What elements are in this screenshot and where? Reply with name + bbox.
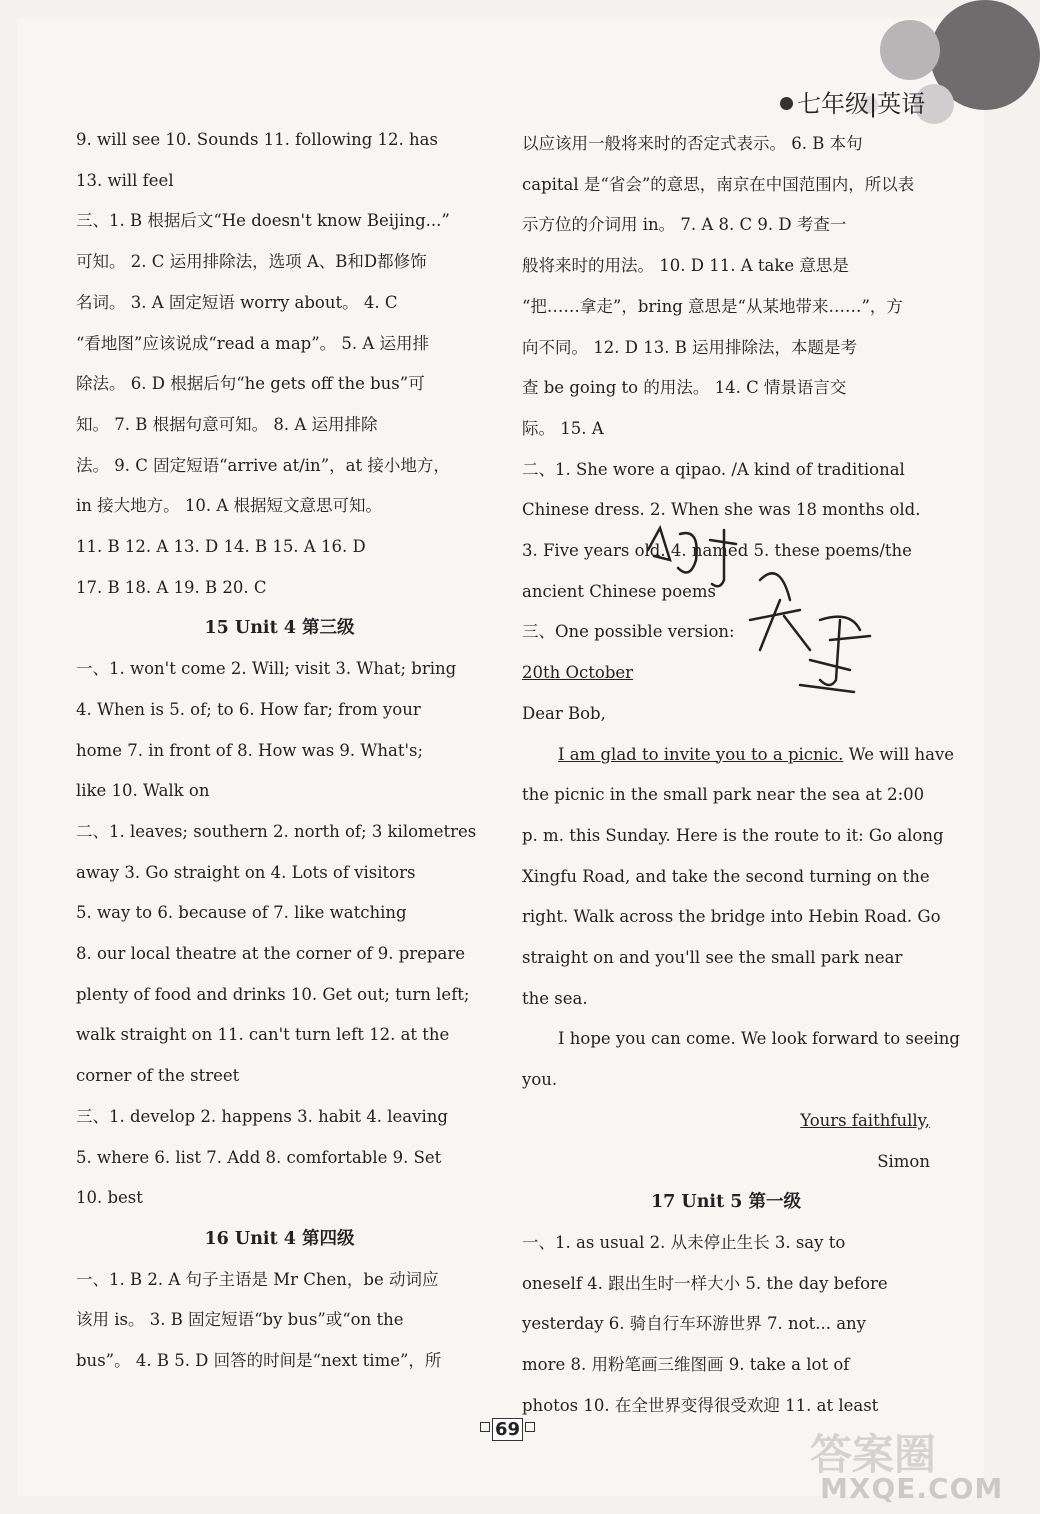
decorative-circle (880, 20, 940, 80)
page-header (780, 84, 925, 119)
letter-line: I hope you can come. We look forward to seeing (558, 1029, 960, 1049)
answer-line: 4. When is 5. of; to 6. How far; from your (76, 699, 421, 719)
letter-line (522, 735, 955, 776)
answer-line: 一、1. won't come 2. Will; visit 3. What; bring (76, 659, 457, 679)
answer-line: away 3. Go straight on 4. Lots of visitors (76, 862, 416, 882)
letter-signature: Simon (877, 1151, 930, 1171)
letter-closing (522, 1101, 930, 1142)
letter-line: Xingfu Road, and take the second turning on the (522, 866, 930, 886)
answer-line: 11. B 12. A 13. D 14. B 15. A 16. D (76, 537, 366, 557)
answer-line: walk straight on 11. can't turn left 12. at the (76, 1025, 450, 1045)
answer-line: “把……拿走”，bring 意思是“从某地带来……”，方 (522, 296, 903, 316)
answer-line: 法。 9. C 固定短语“arrive at/in”，at 接小地方， (76, 455, 450, 475)
right-column (522, 124, 960, 1427)
answer-line: 知。 7. B 根据句意可知。 8. A 运用排除 (76, 414, 378, 434)
handwriting-scribble (640, 520, 880, 700)
answer-line: 一、1. B 2. A 句子主语是 Mr Chen，be 动词应 (76, 1269, 439, 1289)
answer-line: like 10. Walk on (76, 781, 210, 801)
answer-line: capital 是“省会”的意思，南京在中国范围内，所以表 (522, 174, 915, 194)
answer-line: 可知。 2. C 运用排除法，选项 A、B和D都修饰 (76, 252, 427, 272)
square-icon (480, 1422, 490, 1432)
answer-line: 般将来时的用法。 10. D 11. A take 意思是 (522, 256, 849, 276)
answer-line: bus”。 4. B 5. D 回答的时间是“next time”，所 (76, 1351, 442, 1371)
letter-line: you. (522, 1070, 558, 1090)
answer-line: Chinese dress. 2. When she was 18 months old. (522, 500, 921, 520)
answer-line: 17. B 18. A 19. B 20. C (76, 577, 267, 597)
answer-line: oneself 4. 跟出生时一样大小 5. the day before (522, 1273, 888, 1293)
watermark-en: MXQE.COM (820, 1472, 1004, 1505)
letter-greeting: Dear Bob, (522, 703, 606, 723)
answer-line: plenty of food and drinks 10. Get out; turn left; (76, 984, 470, 1004)
answer-line: 际。 15. A (522, 418, 604, 438)
left-column (76, 120, 483, 1382)
answer-line: 二、1. She wore a qipao. /A kind of traditional (522, 459, 905, 479)
letter-closing-text: Yours faithfully, (800, 1110, 930, 1130)
letter-line: straight on and you'll see the small park near (522, 948, 903, 968)
letter-line: right. Walk across the bridge into Hebin Road. Go (522, 907, 941, 927)
answer-line: corner of the street (76, 1066, 240, 1086)
watermark (790, 1420, 1004, 1510)
letter-line: the picnic in the small park near the sea at 2:00 (522, 785, 925, 805)
answer-line: yesterday 6. 骑自行车环游世界 7. not... any (522, 1314, 866, 1334)
answer-line: 9. will see 10. Sounds 11. following 12. has (76, 130, 438, 149)
answer-line: 三、1. develop 2. happens 3. habit 4. leaving (76, 1106, 448, 1126)
letter-line: p. m. this Sunday. Here is the route to it: Go along (522, 825, 944, 845)
letter-date-text: 20th October (522, 663, 634, 683)
answer-line: 三、One possible version: (522, 622, 735, 642)
answer-line: 二、1. leaves; southern 2. north of; 3 kilometres (76, 821, 477, 841)
answer-line: 5. where 6. list 7. Add 8. comfortable 9. Set (76, 1147, 442, 1167)
letter-line-rest: We will have (843, 744, 955, 764)
page-number-text: 69 (492, 1418, 523, 1441)
section-heading-17: 17 Unit 5 第一级 (650, 1192, 802, 1213)
watermark-cn: 答案圈 (810, 1430, 937, 1479)
answer-line: 10. best (76, 1188, 143, 1208)
answer-line: 向不同。 12. D 13. B 运用排除法，本题是考 (522, 337, 858, 357)
answer-line: ancient Chinese poems (522, 581, 717, 601)
square-icon (525, 1422, 535, 1432)
answer-line: 查 be going to 的用法。 14. C 情景语言交 (522, 378, 847, 398)
header-bullet-icon (780, 97, 793, 110)
answer-line: home 7. in front of 8. How was 9. What's; (76, 740, 424, 760)
answer-line: 以应该用一般将来时的否定式表示。 6. B 本句 (522, 134, 863, 153)
answer-line: photos 10. 在全世界变得很受欢迎 11. at least (522, 1395, 879, 1415)
page-number (478, 1418, 537, 1441)
answer-line: 名词。 3. A 固定短语 worry about。 4. C (76, 292, 398, 312)
answer-line: 除法。 6. D 根据后句“he gets off the bus”可 (76, 374, 425, 394)
answer-line: 13. will feel (76, 170, 174, 190)
answer-line: 该用 is。 3. B 固定短语“by bus”或“on the (76, 1310, 404, 1330)
answer-line: 5. way to 6. because of 7. like watching (76, 903, 407, 923)
answer-line: more 8. 用粉笔画三维图画 9. take a lot of (522, 1355, 850, 1375)
letter-line: the sea. (522, 988, 588, 1008)
letter-underlined-sentence: I am glad to invite you to a picnic. (558, 744, 844, 764)
answer-line: 8. our local theatre at the corner of 9. prepare (76, 944, 465, 964)
answer-line: “看地图”应该说成“read a map”。 5. A 运用排 (76, 333, 430, 353)
header-title: 七年级|英语 (797, 90, 926, 118)
answer-line: 三、1. B 根据后文“He doesn't know Beijing...” (76, 211, 450, 231)
answer-line: 示方位的介词用 in。 7. A 8. C 9. D 考查一 (522, 215, 847, 235)
section-heading-15: 15 Unit 4 第三级 (204, 618, 355, 639)
answer-line: 3. Five years old. 4. named 5. these poems/the (522, 541, 912, 561)
answer-line: in 接大地方。 10. A 根据短文意思可知。 (76, 496, 383, 516)
answer-line: 一、1. as usual 2. 从未停止生长 3. say to (522, 1232, 846, 1252)
section-heading-16: 16 Unit 4 第四级 (204, 1228, 355, 1249)
